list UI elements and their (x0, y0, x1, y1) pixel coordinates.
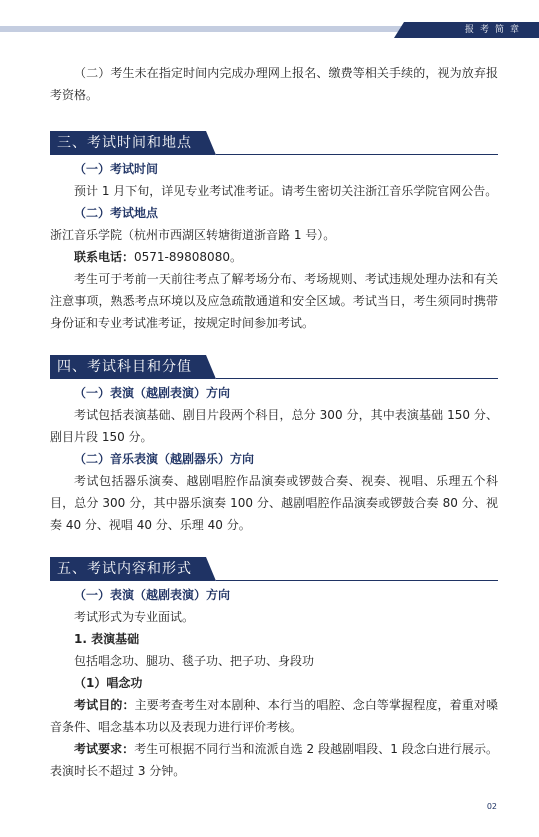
section-5-item-basics: 1. 表演基础 (74, 632, 140, 646)
section-5-form-text: 考试形式为专业面试。 (74, 610, 195, 624)
purpose-label: 考试目的： (74, 698, 135, 712)
section-3-sub-time: （一）考试时间 (74, 162, 159, 176)
page-header-bar (0, 0, 539, 38)
section-5-rule (216, 580, 498, 582)
section-4-title: 四、考试科目和分值 (57, 359, 192, 375)
phone-number: 0571-89808080。 (134, 250, 242, 264)
requirement-body: 考生可根据不同行当和流派自选 2 段越剧唱段、1 段念白进行展示。表演时长不超过 3 分钟。 (50, 742, 498, 778)
intro-paragraph: （二）考生未在指定时间内完成办理网上报名、缴费等相关手续的，视为放弃报考资格。 (50, 66, 498, 102)
requirement-label: 考试要求： (74, 742, 135, 756)
section-5-basics-text: 包括唱念功、腿功、毯子功、把子功、身段功 (74, 654, 315, 668)
section-5-heading (50, 557, 498, 581)
section-3-notice-text: 考生可于考前一天前往考点了解考场分布、考场规则、考试违规处理办法和有关注意事项，熟悉考点环境以及应急疏散通道和安全区域。考试当日，考生须同时携带身份证和专业考试准考证，按规定时间参加考试。 (50, 272, 498, 330)
section-4-music-text: 考试包括器乐演奏、越剧唱腔作品演奏或锣鼓合奏、视奏、视唱、乐理五个科目，总分 300 分，其中器乐演奏 100 分、越剧唱腔作品演奏或锣鼓合奏 80 分、视奏 40 分、视唱 40 分、乐理 40 分。 (50, 474, 498, 532)
section-5-title: 五、考试内容和形式 (57, 561, 192, 577)
section-3-title: 三、考试时间和地点 (57, 135, 192, 151)
section-5-purpose-text (50, 694, 498, 738)
section-5-item-singing: （1）唱念功 (74, 676, 143, 690)
purpose-body: 主要考查考生对本剧种、本行当的唱腔、念白等掌握程度，着重对嗓音条件、唱念基本功以及表现力进行评价考核。 (50, 698, 498, 734)
section-5-sub-acting: （一）表演（越剧表演）方向 (74, 588, 231, 602)
header-label: 报考简章 (464, 25, 525, 35)
section-4-heading (50, 355, 498, 379)
section-3-location-text: 浙江音乐学院（杭州市西湖区转塘街道浙音路 1 号）。 (50, 228, 336, 242)
section-5-requirement-text (50, 738, 498, 782)
section-4-sub-music: （二）音乐表演（越剧器乐）方向 (74, 452, 255, 466)
section-4-sub-acting: （一）表演（越剧表演）方向 (74, 386, 231, 400)
page-number: 02 (486, 802, 497, 811)
section-4-rule (216, 378, 498, 380)
section-3-phone-line (50, 246, 498, 268)
section-3-heading (50, 131, 498, 155)
section-3-time-text: 预计 1 月下旬，详见专业考试准考证。请考生密切关注浙江音乐学院官网公告。 (74, 184, 498, 198)
phone-label: 联系电话： (74, 250, 135, 264)
section-3-rule (216, 154, 498, 156)
section-3-sub-location: （二）考试地点 (74, 206, 159, 220)
section-4-acting-text: 考试包括表演基础、剧目片段两个科目，总分 300 分，其中表演基础 150 分、剧目片段 150 分。 (50, 408, 498, 444)
